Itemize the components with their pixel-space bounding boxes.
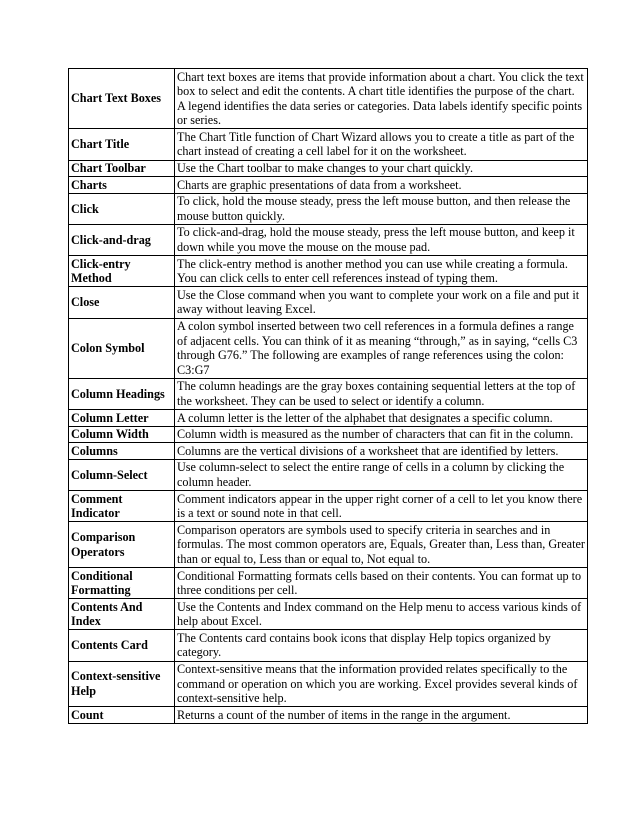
glossary-row <box>69 318 588 378</box>
glossary-term: Colon Symbol <box>69 318 175 378</box>
glossary-definition: The Contents card contains book icons that display Help topics organized by category. <box>175 630 588 661</box>
glossary-row <box>69 599 588 630</box>
glossary-definition: The Chart Title function of Chart Wizard allows you to create a title as part of the chart instead of creating a cell label for it on the worksheet. <box>175 129 588 160</box>
glossary-row <box>69 426 588 443</box>
glossary-definition: Column width is measured as the number of characters that can fit in the column. <box>175 426 588 443</box>
glossary-definition: To click, hold the mouse steady, press the left mouse button, and then release the mouse button quickly. <box>175 193 588 224</box>
glossary-row <box>69 177 588 194</box>
glossary-definition: The column headings are the gray boxes containing sequential letters at the top of the worksheet. They can be used to select or identify a column. <box>175 378 588 409</box>
glossary-term: Context-sensitive Help <box>69 661 175 707</box>
glossary-definition: Use the Contents and Index command on the Help menu to access various kinds of help about Excel. <box>175 599 588 630</box>
glossary-term: Column Letter <box>69 410 175 427</box>
glossary-row <box>69 129 588 160</box>
glossary-row <box>69 224 588 255</box>
glossary-definition: A column letter is the letter of the alphabet that designates a specific column. <box>175 410 588 427</box>
glossary-definition: Chart text boxes are items that provide information about a chart. You click the text box to select and edit the contents. A chart title identifies the purpose of the chart. A legend identifies the data series or categories. Data labels identify specific points or series. <box>175 69 588 129</box>
glossary-definition: To click-and-drag, hold the mouse steady, press the left mouse button, and keep it down while you move the mouse on the mouse pad. <box>175 224 588 255</box>
glossary-term: Chart Toolbar <box>69 160 175 177</box>
glossary-definition: Returns a count of the number of items in the range in the argument. <box>175 707 588 724</box>
glossary-row <box>69 378 588 409</box>
glossary-term: Column-Select <box>69 459 175 490</box>
glossary-definition: A colon symbol inserted between two cell references in a formula defines a range of adjacent cells. You can think of it as meaning “through,” as in saying, “cells C3 through G76.” The following are examples of range references using the colon: C3:G7 <box>175 318 588 378</box>
glossary-row <box>69 443 588 460</box>
glossary-row <box>69 491 588 522</box>
glossary-row <box>69 256 588 287</box>
glossary-row <box>69 410 588 427</box>
glossary-definition: Comparison operators are symbols used to specify criteria in searches and in formulas. The most common operators are, Equals, Greater than, Less than, Greater than or equal to, Less than or equal to, Not equal to. <box>175 522 588 568</box>
glossary-row <box>69 459 588 490</box>
glossary-term: Chart Text Boxes <box>69 69 175 129</box>
glossary-row <box>69 160 588 177</box>
glossary-term: Contents Card <box>69 630 175 661</box>
glossary-row <box>69 69 588 129</box>
glossary-definition: Columns are the vertical divisions of a worksheet that are identified by letters. <box>175 443 588 460</box>
glossary-row <box>69 661 588 707</box>
glossary-row <box>69 287 588 318</box>
glossary-definition: Use the Chart toolbar to make changes to your chart quickly. <box>175 160 588 177</box>
glossary-term: Column Width <box>69 426 175 443</box>
glossary-term: Chart Title <box>69 129 175 160</box>
glossary-term: Charts <box>69 177 175 194</box>
glossary-body <box>69 69 588 724</box>
glossary-definition: Comment indicators appear in the upper right corner of a cell to let you know there is a text or sound note in that cell. <box>175 491 588 522</box>
glossary-definition: Conditional Formatting formats cells based on their contents. You can format up to three conditions per cell. <box>175 568 588 599</box>
glossary-term: Close <box>69 287 175 318</box>
glossary-definition: Use column-select to select the entire range of cells in a column by clicking the column header. <box>175 459 588 490</box>
glossary-definition: Charts are graphic presentations of data from a worksheet. <box>175 177 588 194</box>
glossary-row <box>69 522 588 568</box>
glossary-term: Conditional Formatting <box>69 568 175 599</box>
glossary-row <box>69 707 588 724</box>
glossary-term: Column Headings <box>69 378 175 409</box>
glossary-definition: Context-sensitive means that the information provided relates specifically to the command or operation on which you are working. Excel provides several kinds of context-sensitive help. <box>175 661 588 707</box>
glossary-term: Click-and-drag <box>69 224 175 255</box>
glossary-definition: The click-entry method is another method you can use while creating a formula. You can click cells to enter cell references instead of typing them. <box>175 256 588 287</box>
glossary-definition: Use the Close command when you want to complete your work on a file and put it away without leaving Excel. <box>175 287 588 318</box>
glossary-term: Comment Indicator <box>69 491 175 522</box>
glossary-term: Contents And Index <box>69 599 175 630</box>
glossary-table <box>68 68 588 724</box>
glossary-row <box>69 630 588 661</box>
glossary-row <box>69 193 588 224</box>
glossary-term: Click-entry Method <box>69 256 175 287</box>
glossary-term: Comparison Operators <box>69 522 175 568</box>
glossary-term: Count <box>69 707 175 724</box>
glossary-term: Columns <box>69 443 175 460</box>
glossary-term: Click <box>69 193 175 224</box>
glossary-row <box>69 568 588 599</box>
